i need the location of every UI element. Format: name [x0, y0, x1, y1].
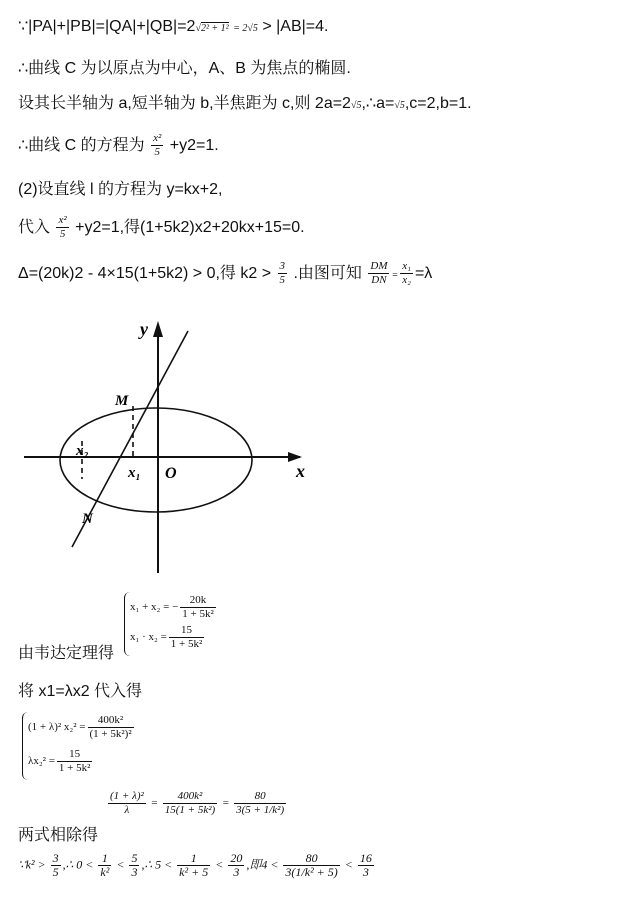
line-3-rad2: √5: [394, 100, 405, 111]
final-inequality: ∵k² > $\frac{3}{5}$ ,∴ 0 < $\frac{1}{\text{k²}}$ < $\frac{5}{3}$ ,∴ 5 < $\frac{1}{\text{k² + 5}}$ < $\frac{20}{3}$ ,即4 < $\frac{80}{\text{3(1/k² + 5)}}$ < $\frac{16}{3}$: [18, 851, 372, 879]
subst-label: 将 x1=λx2 代入得: [18, 683, 143, 700]
line-7-post: =λ: [414, 265, 433, 282]
vieta-label: 由韦达定理得: [18, 645, 115, 662]
line-1-radical: √2² + 1²: [195, 23, 229, 34]
line-7-eq: =: [391, 270, 399, 281]
line-1-post: > |AB|=4.: [262, 18, 329, 35]
line-4-pre: ∴曲线 C 的方程为: [18, 137, 145, 154]
y-axis-arrow: [153, 321, 163, 337]
system-2-eq-2: λx₂² = $\frac{15}{\text{1 + 5k²}}$: [28, 748, 91, 774]
line-3-pre: 设其长半轴为 a,短半轴为 b,半焦距为 c,则 2a=2: [18, 95, 351, 112]
line-4-frac: $\frac{\text{x²}}{5}$: [153, 132, 162, 159]
line-4: [18, 132, 219, 159]
system-2: [22, 712, 192, 780]
line-7-mid: .由图可知: [293, 265, 362, 282]
system-2-eq-1: (1 + λ)² x₂² = $\frac{\text{400k²}}{\text{(1 + 5k²)²}}$: [28, 714, 132, 740]
line-3-mid: ,∴a=: [361, 95, 395, 112]
line-4-post: +y2=1.: [169, 137, 219, 154]
division-label: 两式相除得: [18, 827, 99, 844]
line-2: ∴曲线 C 为以原点为中心，A、B 为焦点的椭圆.: [18, 60, 351, 77]
line-7-frac-dm: $\frac{DM}{DN}$: [370, 260, 388, 287]
line-7: [18, 260, 432, 287]
ellipse-figure: [20, 315, 320, 575]
ellipse: [60, 408, 252, 512]
label-x2: x₂: [76, 443, 89, 459]
line-3: [18, 90, 472, 113]
line-1: [18, 16, 328, 36]
line-6-post: +y2=1,得(1+5k2)x2+20kx+15=0.: [75, 219, 305, 236]
line-6: [18, 214, 305, 241]
label-x: x: [296, 461, 305, 481]
line-3-post: ,c=2,b=1.: [404, 95, 472, 112]
line-6-pre: 代入: [18, 219, 51, 236]
line-5: (2)设直线 l 的方程为 y=kx+2,: [18, 181, 223, 198]
line-1-mid: = 2√5: [233, 23, 258, 34]
label-n: N: [82, 511, 93, 527]
vieta-eq-2: x₁ · x₂ = $\frac{15}{\text{1 + 5k²}}$: [130, 624, 203, 650]
label-o: O: [165, 465, 177, 482]
division-equation: $\frac{\text{(1 + λ)²}}{\lambda}$ = $\frac{\text{400k²}}{\text{15(1 + 5k²)}}$ = $\frac{80}{\text{3(5 + 1/k²)}}$: [110, 790, 285, 816]
line-3-rad: √5: [350, 100, 362, 111]
label-y: y: [140, 319, 148, 339]
vieta-system: [124, 592, 274, 656]
label-x1: x₁: [128, 465, 141, 481]
label-m: M: [115, 393, 129, 409]
vieta-eq-1: x₁ + x₂ = − $\frac{20k}{\text{1 + 5k²}}$: [130, 594, 214, 620]
line-7-pre: Δ=(20k)2 - 4×15(1+5k2) > 0,得 k2 >: [18, 265, 272, 282]
line-1-pre: ∵|PA|+|PB|=|QA|+|QB|=2: [18, 18, 196, 35]
line-7-frac-a: $\frac{3}{5}$: [279, 260, 286, 287]
line-6-frac: $\frac{\text{x²}}{5}$: [58, 214, 67, 241]
line-7-frac-x: $\frac{\text{x₁}}{\text{x₂}}$: [402, 260, 411, 287]
